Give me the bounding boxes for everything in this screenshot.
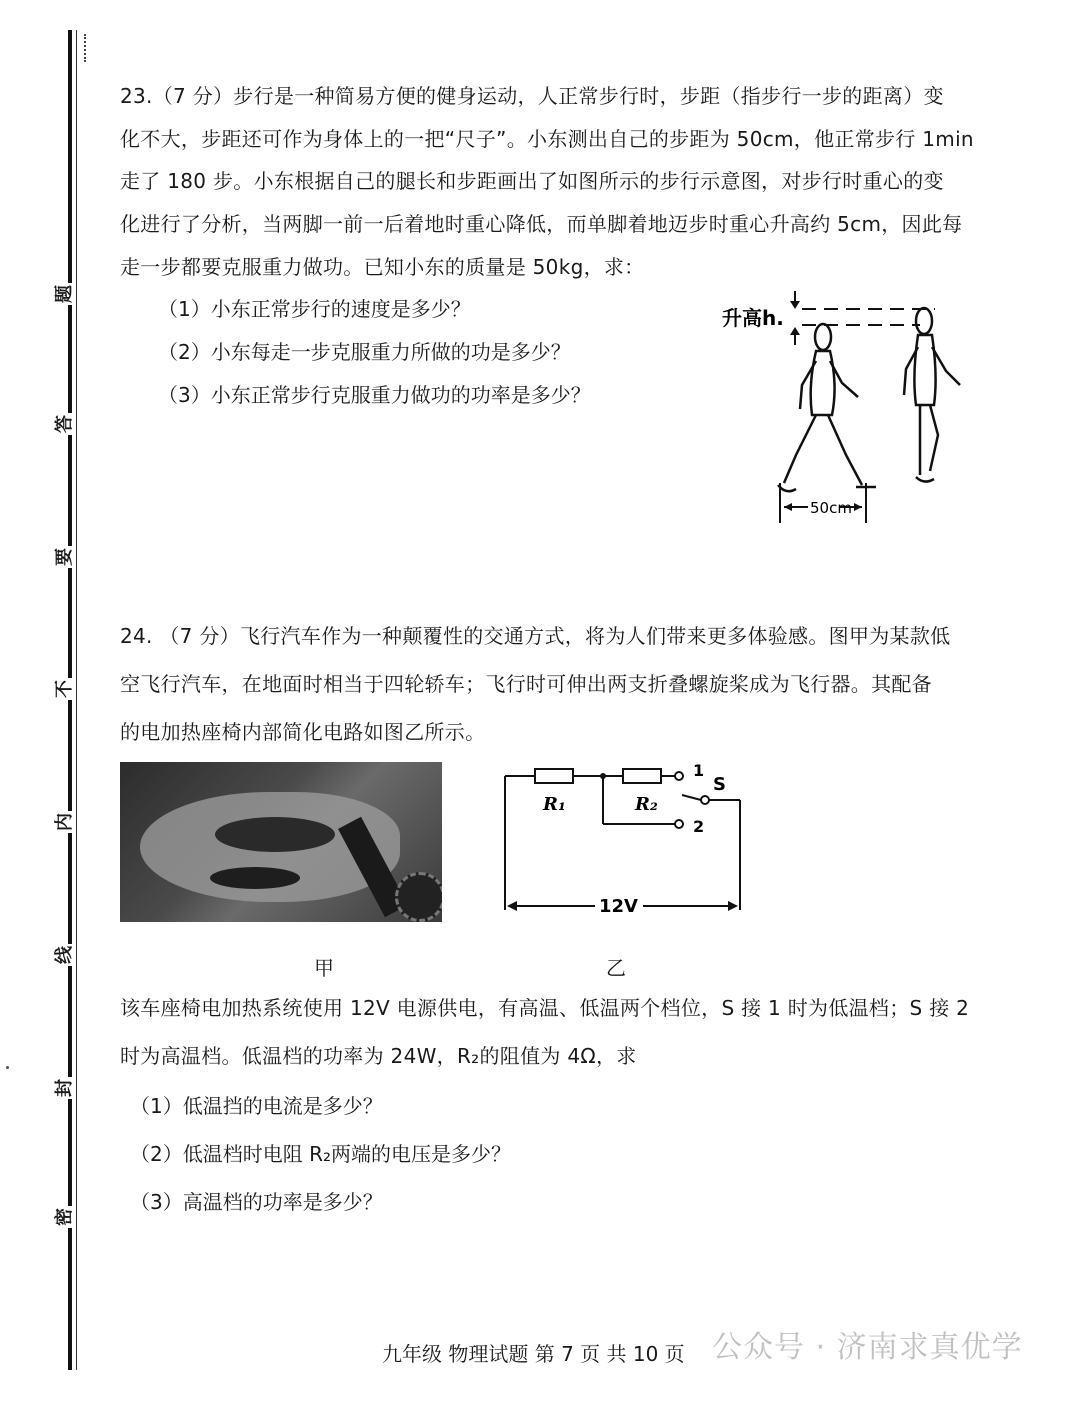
caption-jia: 甲 xyxy=(314,956,334,980)
seal-char: 不 xyxy=(54,680,75,698)
q23-subquestion: （3）小东正常步行克服重力做功的功率是多少？ xyxy=(158,383,591,407)
contact-1-label: 1 xyxy=(693,761,705,780)
q24-body-line: 该车座椅电加热系统使用 12V 电源供电，有高温、低温两个档位，S 接 1 时为低温档；S 接 2 xyxy=(120,996,970,1020)
q24-subquestion: （1）低温挡的电流是多少？ xyxy=(130,1094,383,1118)
margin-dots xyxy=(84,34,86,62)
rise-label: 升高h. xyxy=(722,306,784,330)
binding-line-thick xyxy=(68,30,72,1370)
walker-one-foot xyxy=(904,308,960,482)
seal-char: 题 xyxy=(54,285,75,303)
scan-speck xyxy=(6,1066,9,1069)
seal-char: 封 xyxy=(54,1079,75,1097)
page-footer: 九年级 物理试题 第 7 页 共 10 页 xyxy=(382,1342,685,1366)
q23-line: 走一步都要克服重力做功。已知小东的质量是 50kg，求： xyxy=(120,255,645,279)
caption-yi: 乙 xyxy=(606,956,626,980)
q24-subquestion: （2）低温档时电阻 R₂两端的电压是多少？ xyxy=(130,1142,511,1166)
q24-subquestion: （3）高温档的功率是多少？ xyxy=(130,1190,383,1214)
q23-subquestion: （1）小东正常步行的速度是多少？ xyxy=(158,297,471,321)
contact-2-label: 2 xyxy=(693,817,705,836)
watermark: 公众号 · 济南求真优学 xyxy=(712,1330,1023,1365)
seal-char: 答 xyxy=(54,415,75,433)
r2-label: R₂ xyxy=(635,794,658,815)
q24-line: 空飞行汽车，在地面时相当于四轮轿车；飞行时可伸出两支折叠螺旋桨成为飞行器。其配备 xyxy=(120,672,932,696)
switch-label: S xyxy=(713,774,726,795)
seal-char: 要 xyxy=(54,548,75,566)
flying-car-photo xyxy=(120,762,442,922)
seal-char: 线 xyxy=(54,946,75,964)
voltage-label: 12V xyxy=(599,896,638,917)
seal-char: 内 xyxy=(54,813,75,831)
walker-two-feet xyxy=(778,324,876,491)
q23-line: 化不大，步距还可作为身体上的一把“尺子”。小东测出自己的步距为 50cm，他正常步行 1min xyxy=(120,127,974,151)
q24-line: 的电加热座椅内部简化电路如图乙所示。 xyxy=(120,720,486,744)
seal-char: 密 xyxy=(54,1208,75,1226)
walking-diagram xyxy=(720,285,970,530)
q23-line: 化进行了分析，当两脚一前一后着地时重心降低，而单脚着地迈步时重心升高约 5cm，因此每 xyxy=(120,212,963,236)
q23-line: 走了 180 步。小东根据自己的腿长和步距画出了如图所示的步行示意图，对步行时重心的变 xyxy=(120,169,944,193)
binding-line-thin xyxy=(76,30,77,1370)
r1-label: R₁ xyxy=(543,794,566,815)
q24-line: 24. （7 分）飞行汽车作为一种颠覆性的交通方式，将为人们带来更多体验感。图甲为某款低 xyxy=(120,624,951,648)
q23-subquestion: （2）小东每走一步克服重力所做的功是多少？ xyxy=(158,340,571,364)
circuit-diagram xyxy=(495,760,755,920)
stride-label: 50cm xyxy=(810,499,852,517)
q24-body-line: 时为高温档。低温档的功率为 24W，R₂的阻值为 4Ω，求 xyxy=(120,1044,637,1068)
q23-line: 23.（7 分）步行是一种简易方便的健身运动，人正常步行时，步距（指步行一步的距离）变 xyxy=(120,84,944,108)
